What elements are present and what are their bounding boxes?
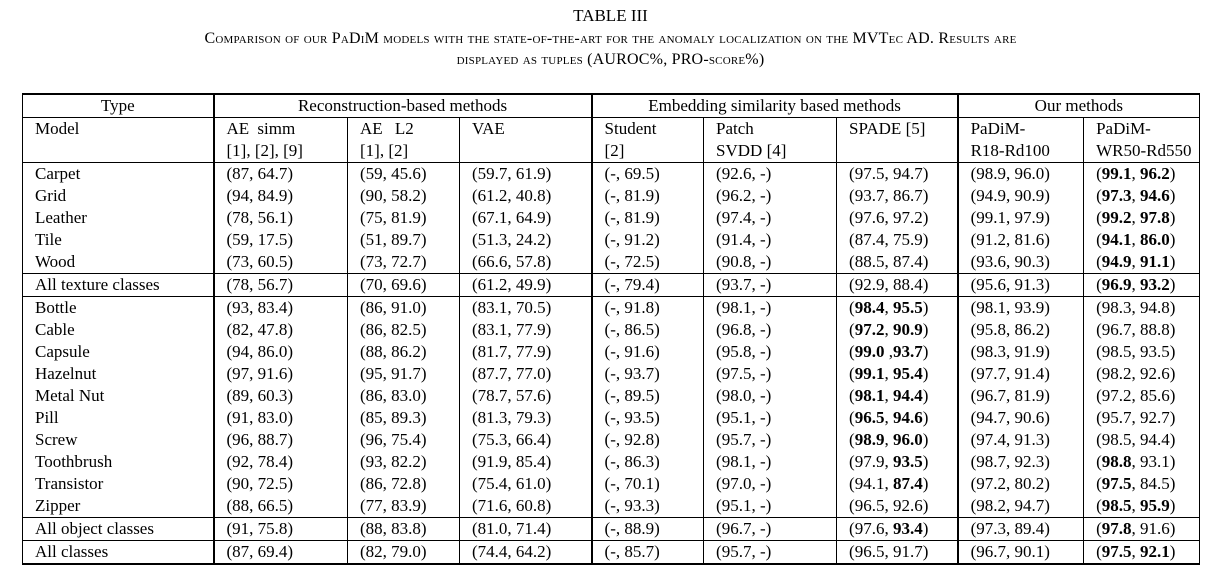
table-row	[23, 495, 1200, 518]
result-cell: (98.1, 94.4)	[837, 385, 958, 407]
model-name-line: SPADE [5]	[849, 119, 926, 138]
result-cell: (77, 83.9)	[348, 495, 460, 518]
result-cell: (94.1, 86.0)	[1084, 229, 1200, 251]
result-cell: (97.4, 91.3)	[958, 429, 1084, 451]
result-cell: (91, 75.8)	[214, 518, 348, 541]
result-cell: (95.1, -)	[704, 407, 837, 429]
header-model-row	[23, 118, 1200, 163]
table-row	[23, 251, 1200, 274]
result-cell: (73, 72.7)	[348, 251, 460, 274]
model-ref-line: SVDD [4]	[716, 141, 787, 160]
result-cell: (96.7, -)	[704, 518, 837, 541]
model-ref-line: [2]	[604, 141, 625, 160]
table-row	[23, 229, 1200, 251]
table-row	[23, 518, 1200, 541]
result-cell: (75, 81.9)	[348, 207, 460, 229]
model-name-line: Patch	[716, 119, 754, 138]
result-cell: (61.2, 49.9)	[460, 274, 592, 297]
result-cell: (93, 82.2)	[348, 451, 460, 473]
result-cell: (93.7, 86.7)	[837, 185, 958, 207]
results-body	[23, 163, 1200, 565]
model-header-cell	[1084, 118, 1200, 163]
result-cell: (86, 91.0)	[348, 297, 460, 320]
result-cell: (91.2, 81.6)	[958, 229, 1084, 251]
result-cell: (98.3, 91.9)	[958, 341, 1084, 363]
result-cell: (-, 91.2)	[592, 229, 704, 251]
result-cell: (97.9, 93.5)	[837, 451, 958, 473]
row-class-name: Transistor	[23, 473, 214, 495]
result-cell: (97.2, 80.2)	[958, 473, 1084, 495]
model-header-cell	[592, 118, 704, 163]
result-cell: (96.7, 81.9)	[958, 385, 1084, 407]
result-cell: (91.9, 85.4)	[460, 451, 592, 473]
row-class-name: Pill	[23, 407, 214, 429]
table-row	[23, 451, 1200, 473]
result-cell: (93, 83.4)	[214, 297, 348, 320]
table-row	[23, 319, 1200, 341]
table-caption-title: TABLE III	[573, 6, 648, 25]
result-cell: (98.0, -)	[704, 385, 837, 407]
table-caption-line-2: displayed as tuples (AUROC%, PRO-score%)	[456, 51, 765, 68]
result-cell: (-, 69.5)	[592, 163, 704, 186]
row-class-name: All object classes	[23, 518, 214, 541]
result-cell: (-, 91.6)	[592, 341, 704, 363]
model-name-line: AE simm	[226, 119, 296, 138]
model-name-line: AE L2	[360, 119, 414, 138]
row-class-name: All texture classes	[23, 274, 214, 297]
result-cell: (73, 60.5)	[214, 251, 348, 274]
result-cell: (99.2, 97.8)	[1084, 207, 1200, 229]
result-cell: (88.5, 87.4)	[837, 251, 958, 274]
result-cell: (95.8, 86.2)	[958, 319, 1084, 341]
result-cell: (96, 88.7)	[214, 429, 348, 451]
result-cell: (-, 89.5)	[592, 385, 704, 407]
result-cell: (97.5, 84.5)	[1084, 473, 1200, 495]
result-cell: (95.7, -)	[704, 429, 837, 451]
result-cell: (78, 56.1)	[214, 207, 348, 229]
result-cell: (-, 72.5)	[592, 251, 704, 274]
result-cell: (78, 56.7)	[214, 274, 348, 297]
result-cell: (92.9, 88.4)	[837, 274, 958, 297]
result-cell: (91.4, -)	[704, 229, 837, 251]
result-cell: (87.7, 77.0)	[460, 363, 592, 385]
result-cell: (96.7, 90.1)	[958, 541, 1084, 565]
result-cell: (97.0, -)	[704, 473, 837, 495]
row-class-name: Cable	[23, 319, 214, 341]
model-header-cell	[348, 118, 460, 163]
result-cell: (96.5, 91.7)	[837, 541, 958, 565]
result-cell: (98.2, 94.7)	[958, 495, 1084, 518]
result-cell: (97.4, -)	[704, 207, 837, 229]
result-cell: (-, 93.5)	[592, 407, 704, 429]
result-cell: (70, 69.6)	[348, 274, 460, 297]
row-class-name: Wood	[23, 251, 214, 274]
table-row	[23, 429, 1200, 451]
result-cell: (99.1, 97.9)	[958, 207, 1084, 229]
result-cell: (-, 81.9)	[592, 185, 704, 207]
result-cell: (97.2, 85.6)	[1084, 385, 1200, 407]
table-row	[23, 297, 1200, 320]
model-name-line: PaDiM-	[970, 119, 1026, 138]
result-cell: (95, 91.7)	[348, 363, 460, 385]
result-cell: (98.9, 96.0)	[958, 163, 1084, 186]
result-cell: (97, 91.6)	[214, 363, 348, 385]
result-cell: (96, 75.4)	[348, 429, 460, 451]
result-cell: (99.1, 95.4)	[837, 363, 958, 385]
result-cell: (95.8, -)	[704, 341, 837, 363]
row-class-name: Toothbrush	[23, 451, 214, 473]
result-cell: (-, 86.5)	[592, 319, 704, 341]
result-cell: (89, 60.3)	[214, 385, 348, 407]
result-cell: (75.3, 66.4)	[460, 429, 592, 451]
model-header-cell	[958, 118, 1084, 163]
result-cell: (-, 86.3)	[592, 451, 704, 473]
model-name-line: VAE	[472, 119, 505, 138]
result-cell: (81.7, 77.9)	[460, 341, 592, 363]
result-cell: (96.5, 92.6)	[837, 495, 958, 518]
result-cell: (67.1, 64.9)	[460, 207, 592, 229]
table-row	[23, 473, 1200, 495]
result-cell: (-, 91.8)	[592, 297, 704, 320]
result-cell: (97.7, 91.4)	[958, 363, 1084, 385]
result-cell: (97.5, -)	[704, 363, 837, 385]
result-cell: (94.9, 91.1)	[1084, 251, 1200, 274]
result-cell: (87.4, 75.9)	[837, 229, 958, 251]
row-class-name: Bottle	[23, 297, 214, 320]
result-cell: (59, 45.6)	[348, 163, 460, 186]
result-cell: (81.3, 79.3)	[460, 407, 592, 429]
result-cell: (92.6, -)	[704, 163, 837, 186]
result-cell: (97.6, 97.2)	[837, 207, 958, 229]
result-cell: (98.5, 95.9)	[1084, 495, 1200, 518]
result-cell: (66.6, 57.8)	[460, 251, 592, 274]
result-cell: (88, 86.2)	[348, 341, 460, 363]
result-cell: (86, 82.5)	[348, 319, 460, 341]
result-cell: (97.3, 94.6)	[1084, 185, 1200, 207]
result-cell: (93.7, -)	[704, 274, 837, 297]
result-cell: (96.2, -)	[704, 185, 837, 207]
result-cell: (78.7, 57.6)	[460, 385, 592, 407]
result-cell: (98.8, 93.1)	[1084, 451, 1200, 473]
result-cell: (98.4, 95.5)	[837, 297, 958, 320]
header-group-row	[23, 94, 1200, 118]
group-header-reconstruction: Reconstruction-based methods	[214, 94, 592, 118]
result-cell: (88, 66.5)	[214, 495, 348, 518]
result-cell: (-, 93.7)	[592, 363, 704, 385]
result-cell: (-, 79.4)	[592, 274, 704, 297]
model-header-cell	[704, 118, 837, 163]
result-cell: (97.2, 90.9)	[837, 319, 958, 341]
result-cell: (61.2, 40.8)	[460, 185, 592, 207]
table-row	[23, 385, 1200, 407]
model-header-cell	[837, 118, 958, 163]
table-row	[23, 185, 1200, 207]
result-cell: (99.1, 96.2)	[1084, 163, 1200, 186]
row-class-name: Metal Nut	[23, 385, 214, 407]
result-cell: (98.3, 94.8)	[1084, 297, 1200, 320]
row-class-name: Leather	[23, 207, 214, 229]
table-row	[23, 363, 1200, 385]
row-class-name: All classes	[23, 541, 214, 565]
result-cell: (95.7, -)	[704, 541, 837, 565]
result-cell: (88, 83.8)	[348, 518, 460, 541]
model-ref-line: [1], [2], [9]	[226, 141, 303, 160]
result-cell: (95.6, 91.3)	[958, 274, 1084, 297]
result-cell: (97.8, 91.6)	[1084, 518, 1200, 541]
result-cell: (99.0 ,93.7)	[837, 341, 958, 363]
result-cell: (86, 72.8)	[348, 473, 460, 495]
result-cell: (91, 83.0)	[214, 407, 348, 429]
result-cell: (85, 89.3)	[348, 407, 460, 429]
result-cell: (96.5, 94.6)	[837, 407, 958, 429]
result-cell: (92, 78.4)	[214, 451, 348, 473]
model-header: Model	[23, 118, 214, 163]
result-cell: (98.7, 92.3)	[958, 451, 1084, 473]
table-caption-line-1: Comparison of our PaDiM models with the state-of-the-art for the anomaly localization on the MVTec AD. Results are	[204, 30, 1017, 47]
type-header: Type	[23, 94, 214, 118]
result-cell: (98.5, 93.5)	[1084, 341, 1200, 363]
row-class-name: Zipper	[23, 495, 214, 518]
result-cell: (97.5, 94.7)	[837, 163, 958, 186]
result-cell: (97.3, 89.4)	[958, 518, 1084, 541]
result-cell: (51.3, 24.2)	[460, 229, 592, 251]
result-cell: (-, 70.1)	[592, 473, 704, 495]
result-cell: (90, 72.5)	[214, 473, 348, 495]
row-class-name: Capsule	[23, 341, 214, 363]
model-name-line: PaDiM-	[1096, 119, 1151, 138]
result-cell: (98.2, 92.6)	[1084, 363, 1200, 385]
result-cell: (87, 69.4)	[214, 541, 348, 565]
table-row	[23, 274, 1200, 297]
result-cell: (96.9, 93.2)	[1084, 274, 1200, 297]
row-class-name: Hazelnut	[23, 363, 214, 385]
result-cell: (97.5, 92.1)	[1084, 541, 1200, 565]
group-header-embedding: Embedding similarity based methods	[592, 94, 958, 118]
result-cell: (59, 17.5)	[214, 229, 348, 251]
row-class-name: Tile	[23, 229, 214, 251]
row-class-name: Carpet	[23, 163, 214, 186]
result-cell: (82, 79.0)	[348, 541, 460, 565]
result-cell: (59.7, 61.9)	[460, 163, 592, 186]
table-row	[23, 541, 1200, 565]
result-cell: (94.9, 90.9)	[958, 185, 1084, 207]
row-class-name: Grid	[23, 185, 214, 207]
model-ref-line: [1], [2]	[360, 141, 409, 160]
result-cell: (98.1, -)	[704, 297, 837, 320]
group-header-ours: Our methods	[958, 94, 1200, 118]
model-name-line: Student	[604, 119, 657, 138]
result-cell: (-, 85.7)	[592, 541, 704, 565]
result-cell: (86, 83.0)	[348, 385, 460, 407]
result-cell: (90.8, -)	[704, 251, 837, 274]
result-cell: (-, 93.3)	[592, 495, 704, 518]
result-cell: (94, 84.9)	[214, 185, 348, 207]
model-header-cell	[460, 118, 592, 163]
results-table	[22, 93, 1200, 565]
table-row	[23, 341, 1200, 363]
result-cell: (96.8, -)	[704, 319, 837, 341]
result-cell: (93.6, 90.3)	[958, 251, 1084, 274]
result-cell: (96.7, 88.8)	[1084, 319, 1200, 341]
result-cell: (71.6, 60.8)	[460, 495, 592, 518]
model-ref-line: WR50-Rd550	[1096, 141, 1192, 160]
result-cell: (98.9, 96.0)	[837, 429, 958, 451]
result-cell: (94.7, 90.6)	[958, 407, 1084, 429]
result-cell: (94.1, 87.4)	[837, 473, 958, 495]
result-cell: (87, 64.7)	[214, 163, 348, 186]
result-cell: (-, 88.9)	[592, 518, 704, 541]
result-cell: (75.4, 61.0)	[460, 473, 592, 495]
table-row	[23, 207, 1200, 229]
result-cell: (98.1, 93.9)	[958, 297, 1084, 320]
result-cell: (51, 89.7)	[348, 229, 460, 251]
table-row	[23, 163, 1200, 186]
table-row	[23, 407, 1200, 429]
result-cell: (97.6, 93.4)	[837, 518, 958, 541]
result-cell: (95.1, -)	[704, 495, 837, 518]
result-cell: (83.1, 77.9)	[460, 319, 592, 341]
result-cell: (82, 47.8)	[214, 319, 348, 341]
result-cell: (-, 81.9)	[592, 207, 704, 229]
result-cell: (-, 92.8)	[592, 429, 704, 451]
result-cell: (98.1, -)	[704, 451, 837, 473]
result-cell: (83.1, 70.5)	[460, 297, 592, 320]
model-header-cell	[214, 118, 348, 163]
result-cell: (74.4, 64.2)	[460, 541, 592, 565]
result-cell: (98.5, 94.4)	[1084, 429, 1200, 451]
row-class-name: Screw	[23, 429, 214, 451]
result-cell: (95.7, 92.7)	[1084, 407, 1200, 429]
result-cell: (81.0, 71.4)	[460, 518, 592, 541]
model-ref-line: R18-Rd100	[970, 141, 1050, 160]
result-cell: (90, 58.2)	[348, 185, 460, 207]
result-cell: (94, 86.0)	[214, 341, 348, 363]
